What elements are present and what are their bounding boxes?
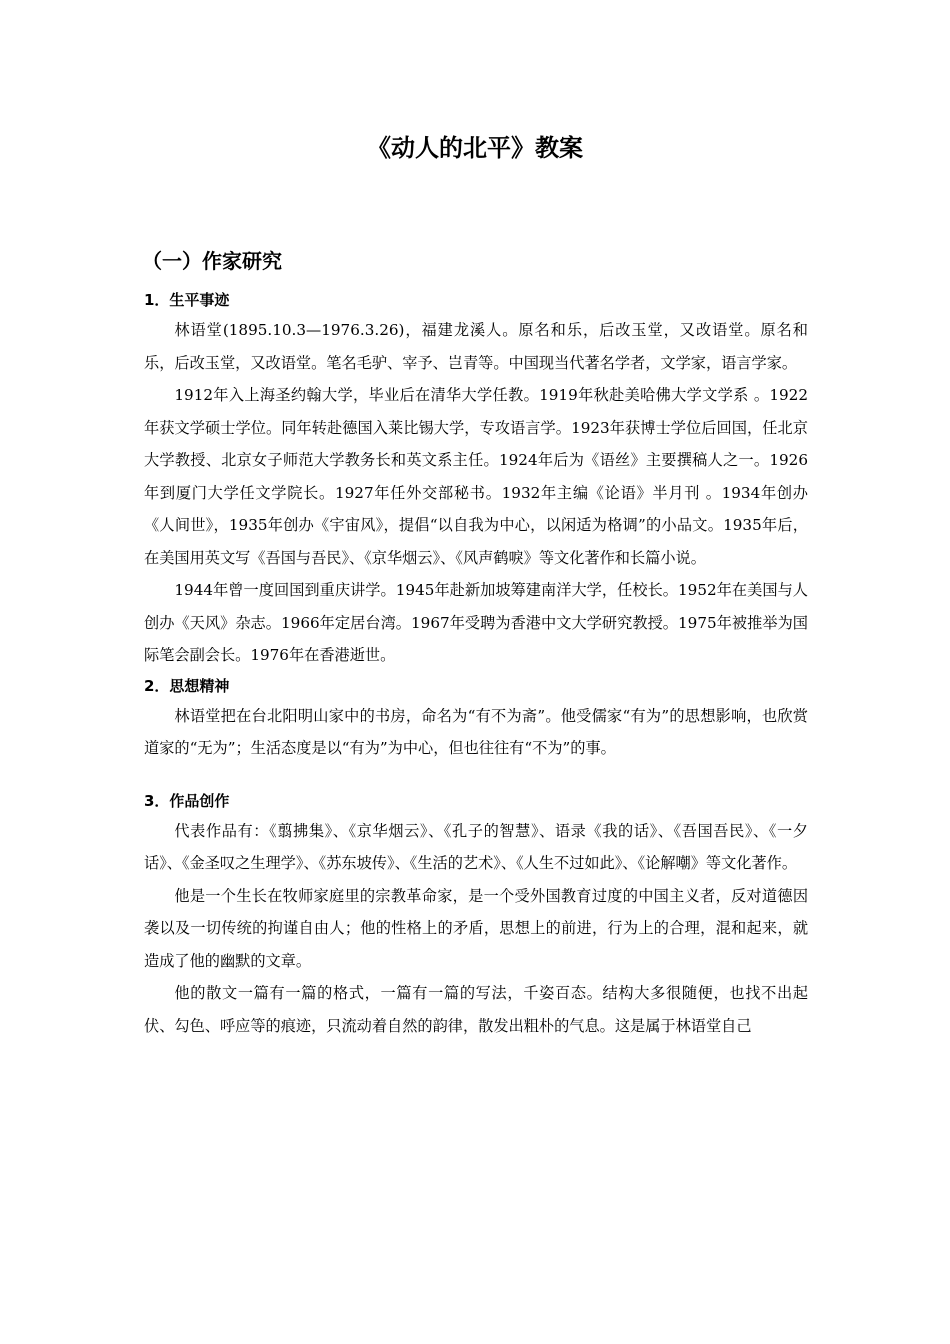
- document-body: [144, 286, 808, 1042]
- section-title: （一）作家研究: [142, 249, 282, 273]
- document-title: 《动人的北平》教案: [367, 134, 583, 162]
- paragraph-spacer: [144, 765, 808, 787]
- paragraph: 1944年曾一度回国到重庆讲学。1945年赴新加坡筹建南洋大学，任校长。1952年在美国与人创办《天风》杂志。1966年定居台湾。1967年受聘为香港中文大学研究教授。1975年被推举为国际笔会副会长。1976年在香港逝世。: [144, 581, 808, 664]
- paragraph: 代表作品有：《翦拂集》、《京华烟云》、《孔子的智慧》、语录《我的话》、《吾国吾民》、《一夕话》、《金圣叹之生理学》、《苏东坡传》、《生活的艺术》、《人生不过如此》、《论解嘲》等文化著作。: [144, 821, 808, 872]
- paragraph: 他是一个生长在牧师家庭里的宗教革命家，是一个受外国教育过度的中国主义者，反对道德因袭以及一切传统的拘谨自由人；他的性格上的矛盾，思想上的前进，行为上的合理，混和起来，就造成了他的幽默的文章。: [144, 886, 808, 970]
- subsection-heading-biography: 1．生平事迹: [144, 291, 230, 309]
- paragraph: 1912年入上海圣约翰大学，毕业后在清华大学任教。1919年秋赴美哈佛大学文学系 。1922年获文学硕士学位。同年转赴德国入莱比锡大学，专攻语言学。1923年获博士学位后回国，任北京大学教授、北京女子师范大学教务长和英文系主任。1924年后为《语丝》主要撰稿人之一。1926年到厦门大学任文学院长。1927年任外交部秘书。1932年主编《论语》半月刊 。1934年创办《人间世》，1935年创办《宇宙风》，提倡“以自我为中心，以闲适为格调”的小品文。1935年后，在美国用英文写《吾国与吾民》、《京华烟云》、《风声鹤唳》等文化著作和长篇小说。: [144, 386, 808, 567]
- subsection-heading-thought: 2．思想精神: [144, 676, 230, 695]
- paragraph: 林语堂把在台北阳明山家中的书房，命名为“有不为斋”。他受儒家“有为”的思想影响，也欣赏道家的“无为”；生活态度是以“有为”为中心，但也往往有“不为”的事。: [144, 706, 808, 757]
- paragraph: 他的散文一篇有一篇的格式，一篇有一篇的写法，千姿百态。结构大多很随便，也找不出起伏、勾色、呼应等的痕迹，只流动着自然的韵律，散发出粗朴的气息。这是属于林语堂自己: [144, 984, 808, 1035]
- paragraph: 林语堂(1895.10.3—1976.3.26)，福建龙溪人。原名和乐，后改玉堂，又改语堂。原名和乐，后改玉堂，又改语堂。笔名毛驴、宰予、岂青等。中国现当代著名学者，文学家，语言学家。: [144, 321, 808, 372]
- subsection-heading-works: 3．作品创作: [144, 791, 230, 810]
